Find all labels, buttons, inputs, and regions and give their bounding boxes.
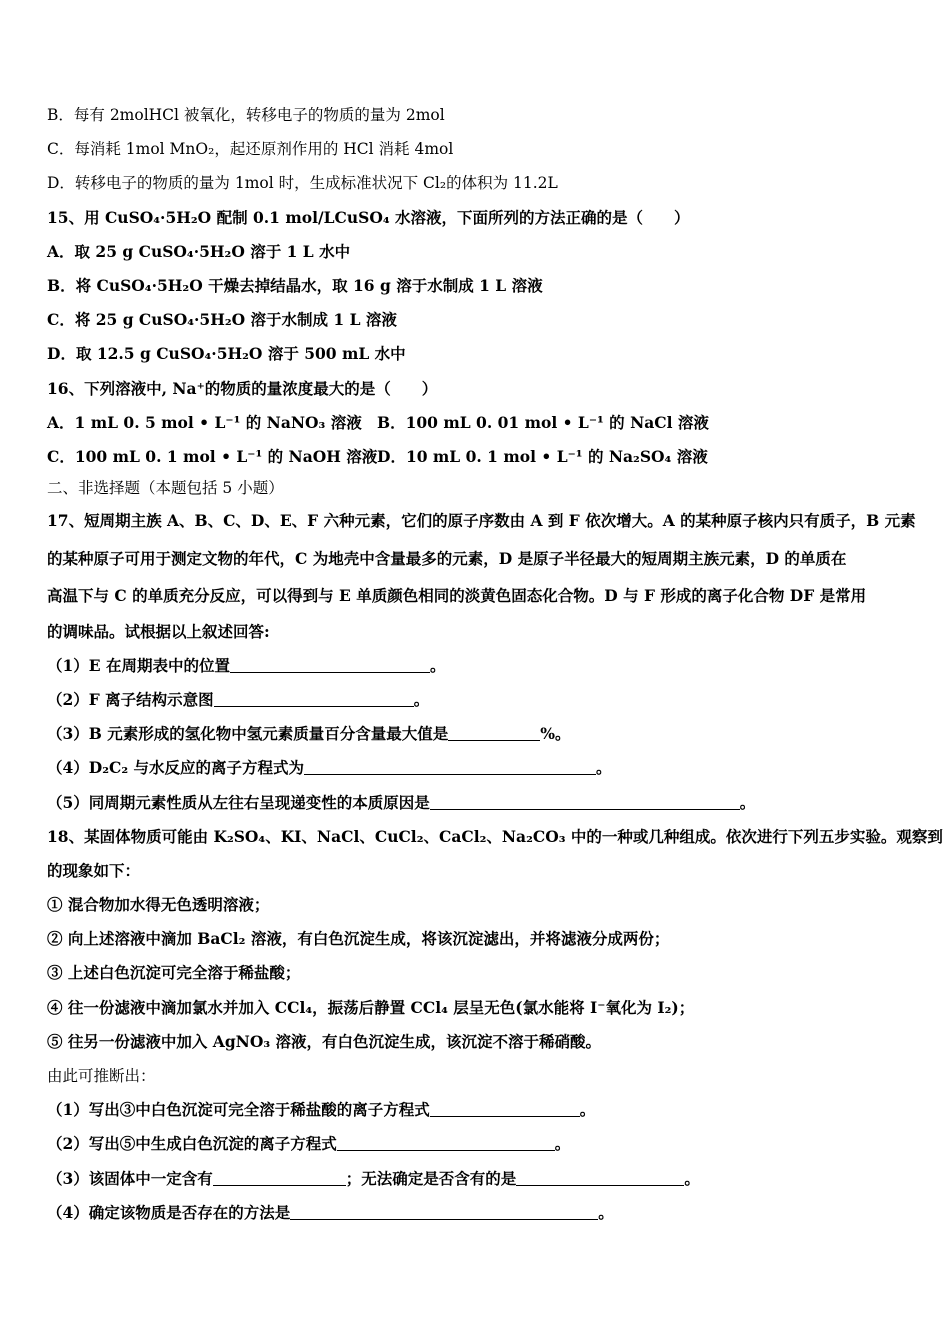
q15-option-a: A．取 25 g CuSO₄·5H₂O 溶于 1 L 水中 xyxy=(47,241,351,261)
period: 。 xyxy=(596,758,612,778)
answer-blank[interactable] xyxy=(448,726,540,741)
period: 。 xyxy=(554,1134,571,1154)
q17-line1: 17、短周期主族 A、B、C、D、E、F 六种元素，它们的原子序数由 A 到 F 依次增大。A 的某种原子核内只有质子，B 元素 xyxy=(47,511,916,531)
answer-blank[interactable] xyxy=(430,795,740,810)
q15-option-d: D．取 12.5 g CuSO₄·5H₂O 溶于 500 mL 水中 xyxy=(47,344,406,364)
q18-line1: 18、某固体物质可能由 K₂SO₄、KI、NaCl、CuCl₂、CaCl₂、Na₂CO₃ 中的一种或几种组成。依次进行下列五步实验。观察到 xyxy=(47,826,943,846)
period: 。 xyxy=(579,1100,596,1120)
exam-page xyxy=(47,98,943,1230)
answer-blank[interactable] xyxy=(214,692,414,707)
q18-exp5: ⑤ 往另一份滤液中加入 AgNO₃ 溶液，有白色沉淀生成，该沉淀不溶于稀硝酸。 xyxy=(47,1031,602,1051)
q17-sub5-text: （5）同周期元素性质从左往右呈现递变性的本质原因是 xyxy=(47,792,430,812)
q16-options-row2 xyxy=(47,440,907,474)
q14-option-d: D．转移电子的物质的量为 1mol 时，生成标准状况下 Cl₂的体积为 11.2L xyxy=(47,174,558,193)
q18-sub3-text-b: ；无法确定是否含有的是 xyxy=(345,1168,517,1188)
q17-line3: 高温下与 C 的单质充分反应，可以得到与 E 单质颜色相同的淡黄色固态化合物。D 与 F 形成的离子化合物 DF 是常用 xyxy=(47,586,867,606)
q16-option-c: C．100 mL 0. 1 mol • L⁻¹ 的 NaOH 溶液 xyxy=(47,446,378,466)
q18-exp2: ② 向上述溶液中滴加 BaCl₂ 溶液，有白色沉淀生成，将该沉淀滤出，并将滤液分成两份； xyxy=(47,929,670,949)
answer-blank[interactable] xyxy=(230,658,430,673)
q18-line2: 的现象如下： xyxy=(47,860,141,880)
q18-sub2-text: （2）写出⑤中生成白色沉淀的离子方程式 xyxy=(47,1134,337,1154)
q18-sub1 xyxy=(47,1093,907,1127)
q18-sub3 xyxy=(47,1162,907,1196)
q16-option-b: B．100 mL 0. 01 mol • L⁻¹ 的 NaCl 溶液 xyxy=(377,412,709,432)
period: 。 xyxy=(413,689,430,709)
q17-sub1 xyxy=(47,649,907,683)
percent-suffix: %。 xyxy=(540,724,571,744)
period: 。 xyxy=(739,792,756,812)
answer-blank[interactable] xyxy=(290,1205,598,1220)
answer-blank[interactable] xyxy=(304,760,596,775)
q17-sub2 xyxy=(47,683,907,717)
q14-option-c: C．每消耗 1mol MnO₂，起还原剂作用的 HCl 消耗 4mol xyxy=(47,140,454,159)
q17-line2: 的某种原子可用于测定文物的年代，C 为地壳中含量最多的元素，D 是原子半径最大的短周期主族元素，D 的单质在 xyxy=(47,548,847,568)
q17-line4: 的调味品。试根据以上叙述回答: xyxy=(47,621,270,641)
q17-sub3-text: （3）B 元素形成的氢化物中氢元素质量百分含量最大值是 xyxy=(47,724,449,744)
q18-sub4 xyxy=(47,1196,907,1230)
q18-sub3-text-a: （3）该固体中一定含有 xyxy=(47,1168,213,1188)
answer-blank[interactable] xyxy=(516,1171,684,1186)
q17-sub4-text: （4）D₂C₂ 与水反应的离子方程式为 xyxy=(47,758,305,778)
answer-blank[interactable] xyxy=(213,1171,346,1186)
answer-blank[interactable] xyxy=(337,1136,555,1151)
period: 。 xyxy=(430,655,446,675)
q17-sub4 xyxy=(47,751,907,785)
q18-exp4: ④ 往一份滤液中滴加氯水并加入 CCl₄，振荡后静置 CCl₄ 层呈无色(氯水能将 I⁻氧化为 I₂)； xyxy=(47,997,695,1017)
q17-sub3 xyxy=(47,717,907,751)
answer-blank[interactable] xyxy=(430,1102,580,1117)
q17-sub5 xyxy=(47,786,907,820)
q17-sub2-text: （2）F 离子结构示意图 xyxy=(47,689,214,709)
q18-exp1: ① 混合物加水得无色透明溶液； xyxy=(47,895,270,915)
period: 。 xyxy=(684,1168,700,1188)
q15-option-c: C．将 25 g CuSO₄·5H₂O 溶于水制成 1 L 溶液 xyxy=(47,310,397,330)
period: 。 xyxy=(598,1202,614,1222)
q16-option-a: A．1 mL 0. 5 mol • L⁻¹ 的 NaNO₃ 溶液 xyxy=(47,412,362,432)
q18-sub2 xyxy=(47,1127,907,1161)
q18-sub1-text: （1）写出③中白色沉淀可完全溶于稀盐酸的离子方程式 xyxy=(47,1100,430,1120)
section-heading: 二、非选择题（本题包括 5 小题） xyxy=(47,479,284,498)
q15-option-b: B．将 CuSO₄·5H₂O 干燥去掉结晶水，取 16 g 溶于水制成 1 L 溶液 xyxy=(47,275,543,295)
q17-sub1-text: （1）E 在周期表中的位置 xyxy=(47,655,230,675)
q16-stem: 16、下列溶液中, Na⁺的物质的量浓度最大的是（ ） xyxy=(47,378,438,398)
q15-stem: 15、用 CuSO₄·5H₂O 配制 0.1 mol/LCuSO₄ 水溶液，下面所列的方法正确的是（ ） xyxy=(47,207,690,227)
q14-option-b: B．每有 2molHCl 被氧化，转移电子的物质的量为 2mol xyxy=(47,106,445,124)
q18-infer: 由此可推断出： xyxy=(47,1067,156,1085)
q18-exp3: ③ 上述白色沉淀可完全溶于稀盐酸； xyxy=(47,963,301,983)
q16-options-row1 xyxy=(47,406,907,440)
q16-option-d: D．10 mL 0. 1 mol • L⁻¹ 的 Na₂SO₄ 溶液 xyxy=(377,446,708,466)
q18-sub4-text: （4）确定该物质是否存在的方法是 xyxy=(47,1202,291,1222)
